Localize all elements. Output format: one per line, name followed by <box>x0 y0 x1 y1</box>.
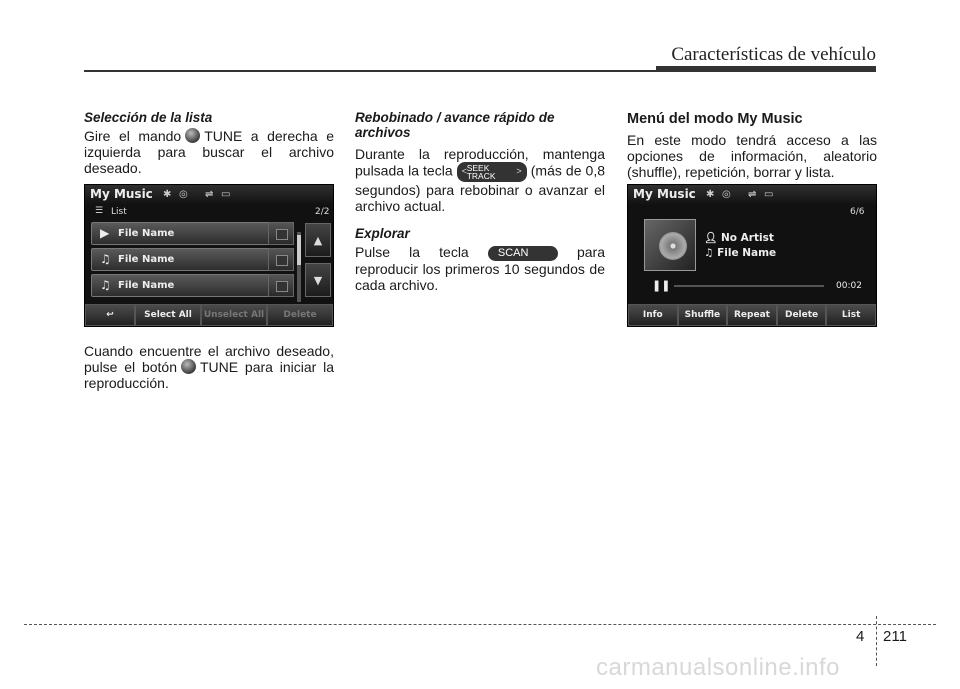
file-name: File Name <box>118 280 175 291</box>
playback-screen <box>627 184 877 327</box>
item-checkbox[interactable] <box>268 274 294 297</box>
chevron-left-icon: < <box>461 166 467 176</box>
section-heading-list-selection: Selección de la lista <box>84 110 213 125</box>
page-number: 211 <box>883 628 907 645</box>
artist-line <box>704 231 774 244</box>
progress-bar[interactable] <box>674 285 824 287</box>
delete-button[interactable]: Delete <box>777 304 827 326</box>
text: TUNE a derecha e izquierda para buscar el archivo deseado. <box>84 128 334 176</box>
seek-track-key-icon <box>457 162 527 182</box>
paragraph-scan <box>355 244 605 293</box>
artist-name: No Artist <box>721 232 774 244</box>
file-line <box>704 247 776 259</box>
bluetooth-icon: ✱ <box>163 189 172 200</box>
disc-icon: ◎ <box>179 189 188 200</box>
text: Cuando encuentre el archivo deseado, pulse el botón <box>84 343 334 375</box>
list-item[interactable] <box>91 274 281 297</box>
scroll-down-button[interactable]: ▼ <box>305 263 331 297</box>
select-all-button[interactable]: Select All <box>135 304 201 326</box>
list-button[interactable]: List <box>826 304 876 326</box>
list-item[interactable] <box>91 222 281 245</box>
shuffle-button[interactable]: Shuffle <box>678 304 728 326</box>
key-label-bottom: TRACK <box>466 171 496 181</box>
back-button[interactable]: ↩ <box>85 304 135 326</box>
chevron-right-icon: > <box>516 166 522 176</box>
item-checkbox[interactable] <box>268 222 294 245</box>
checkbox-box <box>276 281 288 292</box>
usb-icon: ⇌ <box>205 189 214 200</box>
screen-title: My Music <box>633 187 696 201</box>
text: TUNE para iniciar la reproducción. <box>84 359 334 391</box>
page-indicator: 2/2 <box>315 207 330 217</box>
disc-icon: ◎ <box>722 189 731 200</box>
person-icon: 👤︎ <box>704 232 718 244</box>
key-label-top: SEEK <box>466 163 490 173</box>
text: Gire el mando <box>84 128 182 144</box>
paragraph-tune-press <box>84 343 334 391</box>
playback-time: 00:02 <box>836 281 862 291</box>
header-rule-accent <box>656 66 876 72</box>
list-label: List <box>111 207 127 217</box>
paragraph-mymusic-menu: En este modo tendrá acceso a las opciones de información, aleatorio (shuffle), repetición, borrar y lista. <box>627 132 877 180</box>
track-count: 6/6 <box>850 207 865 217</box>
checkbox-box <box>276 229 288 240</box>
footer-rule <box>24 624 936 625</box>
playback-button-bar <box>628 304 876 326</box>
scroll-up-button[interactable]: ▲ <box>305 223 331 257</box>
tune-knob-icon <box>185 128 200 143</box>
text: Durante la reproducción, mantenga pulsada la tecla <box>355 146 605 179</box>
list-screen <box>84 184 334 327</box>
column-mymusic-menu <box>627 110 877 180</box>
scroll-thumb[interactable] <box>297 235 301 265</box>
column-rewind-ff <box>355 110 605 293</box>
section-heading-rewind: Rebobinado / avance rápido de archivos <box>355 110 555 140</box>
scan-key-icon: SCAN <box>488 246 558 261</box>
section-heading-scan: Explorar <box>355 226 410 241</box>
ipod-icon: ▭ <box>221 189 231 200</box>
text: Pulse la tecla <box>355 244 469 260</box>
tune-knob-icon <box>181 359 196 374</box>
delete-button[interactable]: Delete <box>267 304 333 326</box>
item-checkbox[interactable] <box>268 248 294 271</box>
list-item[interactable] <box>91 248 281 271</box>
music-note-icon: ♫ <box>704 247 714 259</box>
unselect-all-button[interactable]: Unselect All <box>201 304 267 326</box>
chapter-number: 4 <box>856 628 865 645</box>
album-art <box>644 219 696 271</box>
section-heading-mymusic-menu: Menú del modo My Music <box>627 111 803 127</box>
list-button-bar <box>85 304 333 326</box>
screen-top-bar <box>85 185 333 205</box>
text: (más de 0,8 segundos) para rebobinar o avanzar el archivo actual. <box>355 162 606 214</box>
list-icon: ☰ <box>95 206 104 216</box>
repeat-button[interactable]: Repeat <box>727 304 777 326</box>
music-note-icon: ♫ <box>100 252 111 266</box>
paragraph-rewind <box>355 146 605 214</box>
column-list-selection <box>84 110 334 176</box>
ipod-icon: ▭ <box>764 189 774 200</box>
play-icon: ▶ <box>100 226 110 240</box>
disc-icon <box>659 232 687 260</box>
page-header-title: Características de vehículo <box>671 44 876 65</box>
paragraph-tune-rotate <box>84 128 334 176</box>
screen-top-bar <box>628 185 876 205</box>
info-button[interactable]: Info <box>628 304 678 326</box>
footer-divider <box>876 616 877 666</box>
pause-icon[interactable]: ❚❚ <box>652 279 671 292</box>
file-name: File Name <box>717 247 777 259</box>
music-note-icon: ♫ <box>100 278 111 292</box>
text: para reproducir los primeros 10 segundos de cada archivo. <box>355 244 606 293</box>
checkbox-box <box>276 255 288 266</box>
column-list-selection-cont <box>84 343 334 391</box>
bluetooth-icon: ✱ <box>706 189 715 200</box>
file-name: File Name <box>118 228 175 239</box>
screen-title: My Music <box>90 187 153 201</box>
usb-icon: ⇌ <box>748 189 757 200</box>
file-name: File Name <box>118 254 175 265</box>
watermark: carmanualsonline.info <box>596 654 840 681</box>
